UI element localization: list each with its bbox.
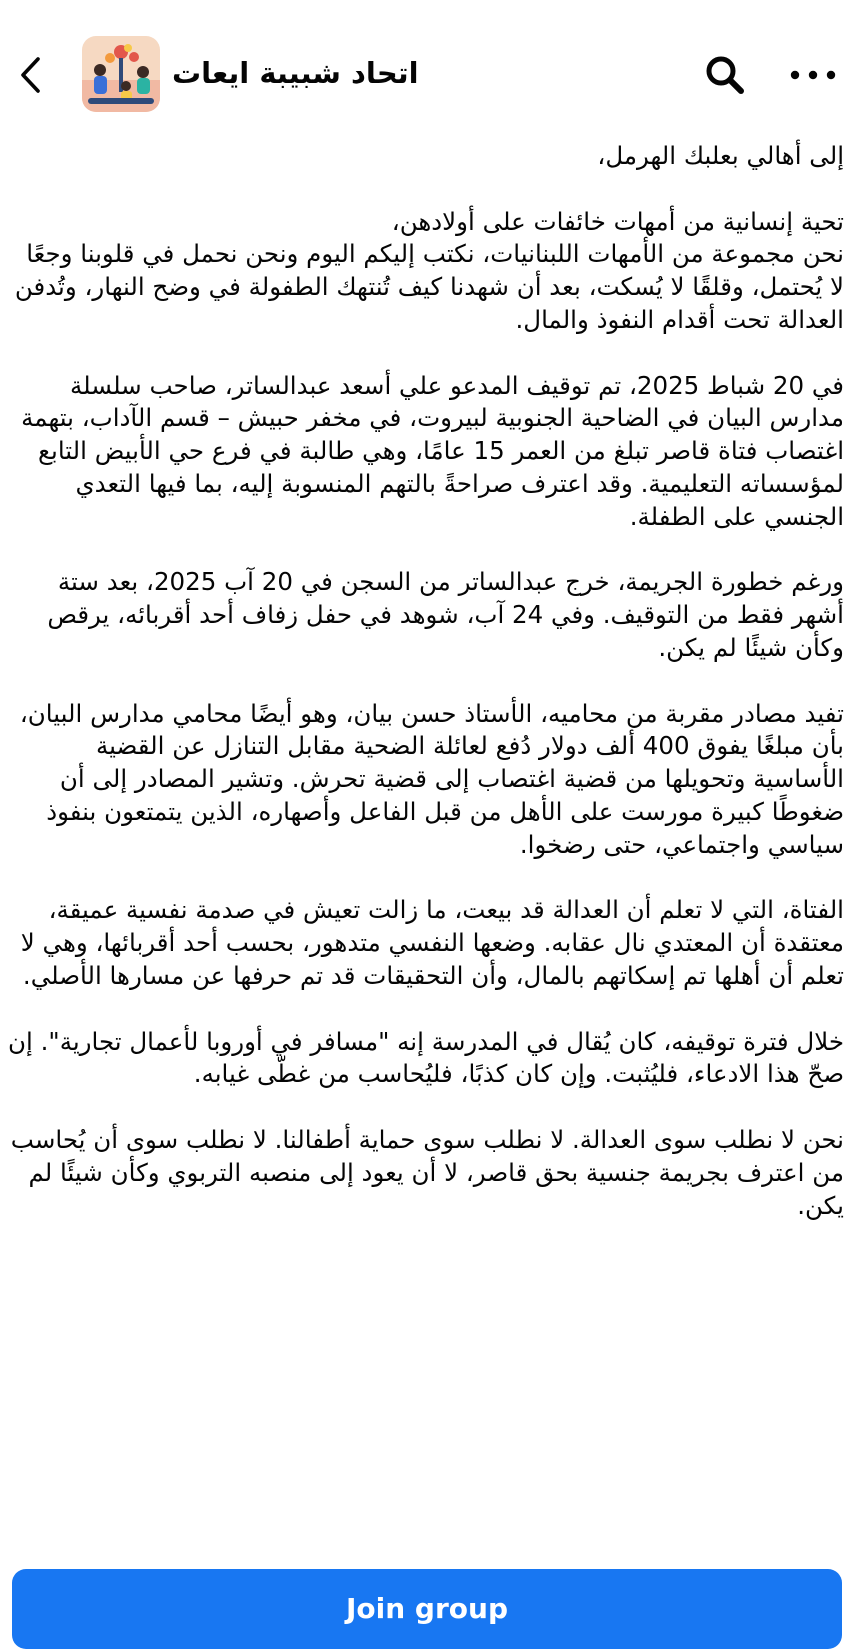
group-name[interactable]: اتحاد شبيبة ايعات xyxy=(172,56,419,90)
more-button[interactable] xyxy=(782,50,844,100)
post-paragraph: خلال فترة توقيفه، كان يُقال في المدرسة إنه "مسافر في أوروبا لأعمال تجارية". إن صحّ هذا الادعاء، فليُثبت. وإن كان كذبًا، فليُحاسب من غطّى غيابه. xyxy=(8,1026,844,1089)
group-avatar-illustration xyxy=(82,36,160,112)
group-avatar[interactable] xyxy=(82,36,160,112)
post-paragraph: في 20 شباط 2025، تم توقيف المدعو علي أسعد عبدالساتر، صاحب سلسلة مدارس البيان في الضاحية الجنوبية لبيروت، في مخفر حبيش – قسم الآداب، بتهمة اغتصاب فتاة قاصر تبلغ من العمر 15 عامًا، وهي طالبة في فرع حي الأبيض التابع لمؤسساته التعليمية. وقد اعترف صراحةً بالتهم المنسوبة إليه، بما فيها التعدي الجنسي على الطفلة. xyxy=(21,370,844,531)
chevron-left-icon xyxy=(17,55,43,95)
post-paragraph: تحية إنسانية من أمهات خائفات على أولادهن، نحن مجموعة من الأمهات اللبنانيات، نكتب إليكم اليوم ونحن نحمل في قلوبنا وجعًا لا يُحتمل، وقلقًا لا يُسكت، بعد أن شهدنا كيف تُنتهك الطفولة في وضح النهار، وتُدفن العدالة تحت أقدام النفوذ والمال. xyxy=(14,206,844,334)
post-paragraph: تفيد مصادر مقربة من محاميه، الأستاذ حسن بيان، وهو أيضًا محامي مدارس البيان، بأن مبلغًا يفوق 400 ألف دولار دُفع لعائلة الضحية مقابل التنازل عن القضية الأساسية وتحويلها من قضية اغتصاب إلى قضية تحرش. وتشير المصادر إلى أن ضغوطًا كبيرة مورست على الأهل من قبل الفاعل وأصهاره، الذين يتمتعون بنفوذ سياسي واجتماعي، حتى رضخوا. xyxy=(19,698,844,859)
post-paragraph: الفتاة، التي لا تعلم أن العدالة قد بيعت، ما زالت تعيش في صدمة نفسية عميقة، معتقدة أن المعتدي نال عقابه. وضعها النفسي متدهور، بحسب أحد أقربائها، وهي لا تعلم أن أهلها تم إسكاتهم بالمال، وأن التحقيقات قد تم حرفها عن مسارها الأصلي. xyxy=(20,895,844,990)
post-paragraph: نحن لا نطلب سوى العدالة. لا نطلب سوى حماية أطفالنا. لا نطلب سوى أن يُحاسب من اعترف بجريمة جنسية بحق قاصر، لا أن يعود إلى منصبه التربوي وكأن شيئًا لم يكن. xyxy=(10,1124,844,1220)
post-paragraph: إلى أهالي بعلبك الهرمل، xyxy=(597,141,844,170)
join-group-button[interactable]: Join group xyxy=(12,1569,842,1649)
more-dots-icon xyxy=(789,69,837,81)
post-text xyxy=(6,140,844,1520)
group-header xyxy=(0,0,854,130)
post-paragraph: ورغم خطورة الجريمة، خرج عبدالساتر من السجن في 20 آب 2025، بعد ستة أشهر فقط من التوقيف. وفي 24 آب، شوهد في حفل زفاف أحد أقربائه، يرقص وكأن شيئًا لم يكن. xyxy=(47,567,844,662)
search-icon xyxy=(704,54,746,96)
back-button[interactable] xyxy=(10,50,50,100)
search-button[interactable] xyxy=(700,50,750,100)
